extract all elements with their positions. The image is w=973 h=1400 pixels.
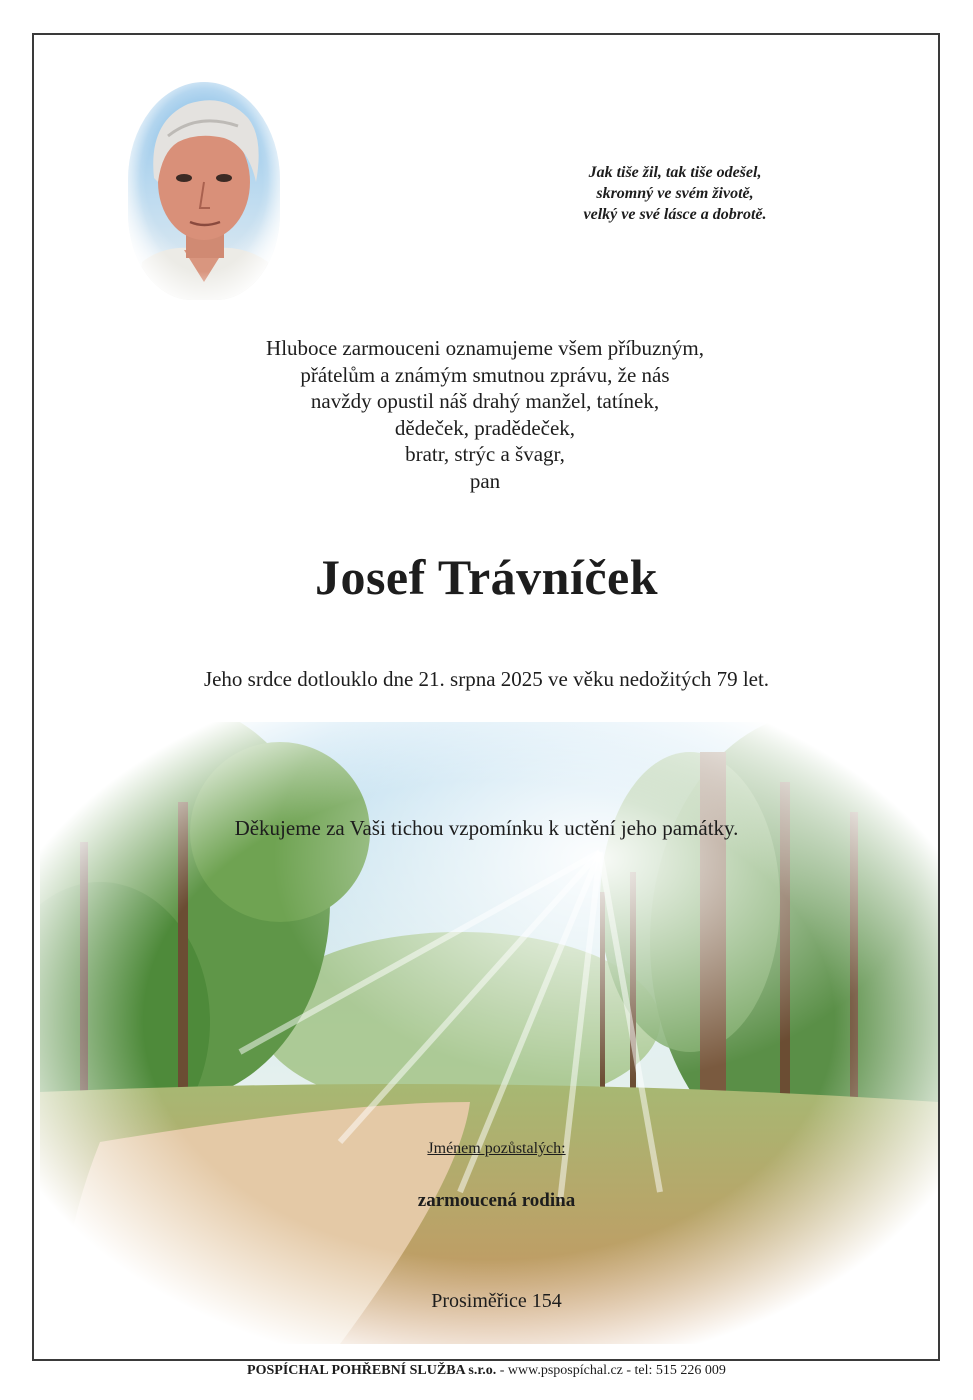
announcement-text: [180, 335, 790, 494]
contact-info: - www.pspospíchal.cz - tel: 515 226 009: [496, 1363, 726, 1378]
portrait-photo: [128, 82, 280, 300]
thanks-line: Děkujeme za Vaši tichou vzpomínku k uctění jeho památky.: [234, 816, 739, 840]
announcement-line: Hluboce zarmouceni oznamujeme všem příbuzným,: [266, 336, 704, 360]
verse-line: Jak tiše žil, tak tiše odešel,: [588, 164, 762, 181]
verse-line: skromný ve svém životě,: [596, 185, 754, 202]
address: Prosiměřice 154: [431, 1290, 562, 1312]
verse-line: velký ve své lásce a dobrotě.: [583, 206, 767, 223]
announcement-line: navždy opustil náš drahý manžel, tatínek,: [310, 389, 660, 413]
company-name: POSPÍCHAL POHŘEBNÍ SLUŽBA s.r.o.: [247, 1363, 497, 1378]
death-date-line: Jeho srdce dotlouklo dne 21. srpna 2025 ve věku nedožitých 79 let.: [203, 667, 770, 691]
family-signature: zarmoucená rodina: [417, 1190, 576, 1211]
on-behalf-label: Jménem pozůstalých:: [427, 1140, 566, 1157]
deceased-name: Josef Trávníček: [314, 549, 659, 605]
announcement-line: dědeček, pradědeček,: [394, 415, 576, 440]
announcement-line: bratr, strýc a švagr,: [405, 442, 565, 466]
funeral-service-footer: [0, 1363, 973, 1379]
memorial-verse: [540, 162, 810, 225]
announcement-line: pan: [469, 468, 501, 493]
announcement-line: přátelům a známým smutnou zprávu, že nás: [300, 362, 670, 387]
